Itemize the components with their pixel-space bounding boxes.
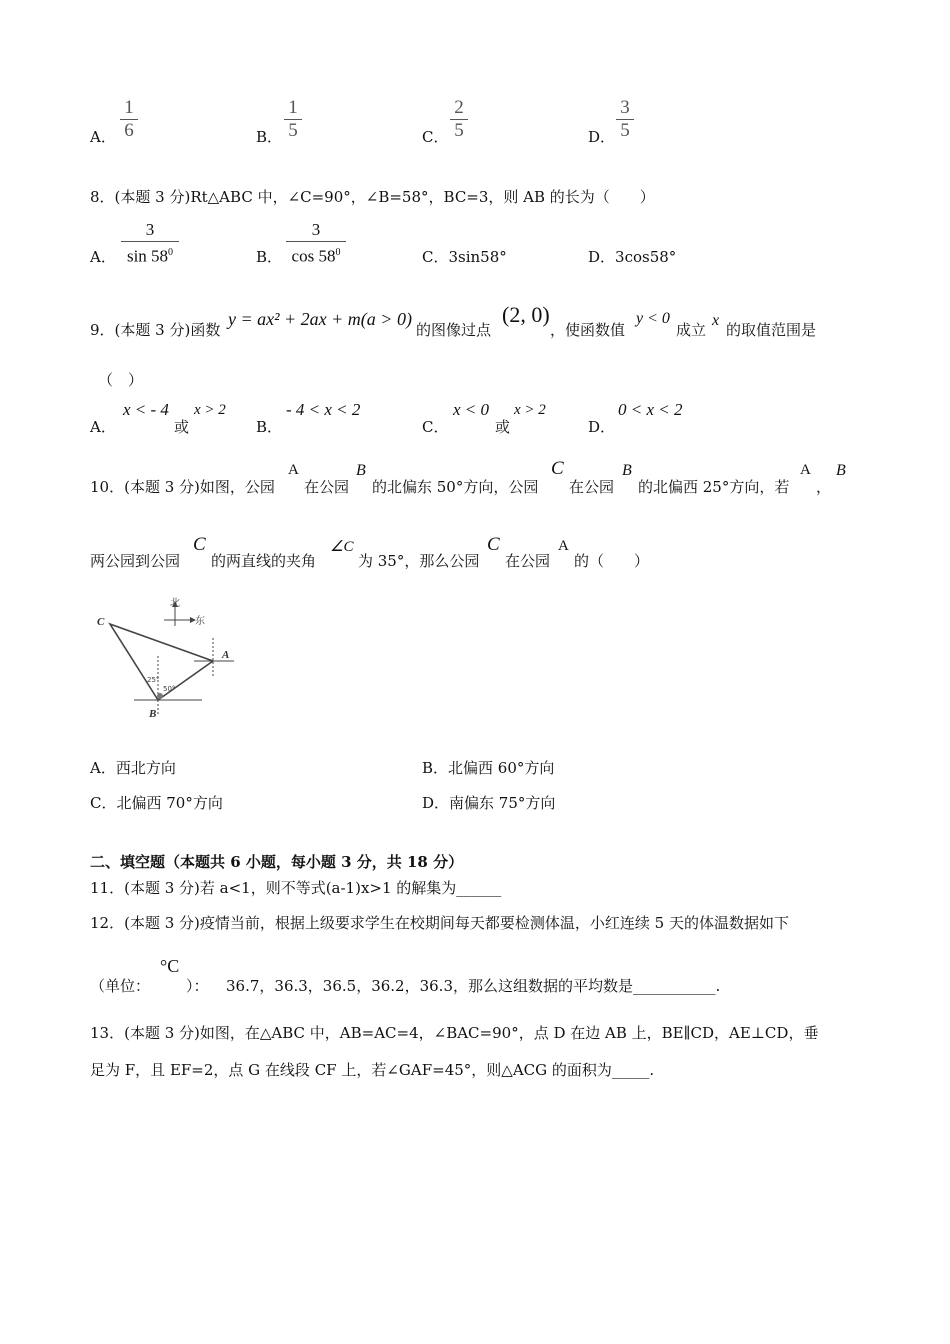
q10-line2-a1: A bbox=[558, 538, 569, 554]
q10-option-b bbox=[422, 757, 554, 778]
q7-option-a-fraction bbox=[120, 98, 138, 141]
q10-line1-a2: A bbox=[800, 462, 811, 478]
q10-option-a-text: 西北方向 bbox=[115, 759, 176, 777]
q9-option-a-part2: x > 2 bbox=[194, 402, 226, 418]
q8-option-b-label: B． bbox=[256, 248, 283, 266]
q10-line2-t2: 的两直线的夹角 bbox=[211, 552, 317, 570]
q8-option-a-fraction bbox=[121, 220, 179, 267]
q10-line1-b2: B bbox=[622, 462, 632, 479]
q7-option-d-num: 3 bbox=[620, 97, 630, 118]
q10-option-d-label: D． bbox=[422, 794, 450, 812]
q12-line1: 12．(本题 3 分)疫情当前，根据上级要求学生在校期间每天都要检测体温，小红连续 5 天的体温数据如下 bbox=[90, 914, 789, 932]
q10-option-d-text: 南偏东 75°方向 bbox=[449, 794, 556, 812]
q10-figure bbox=[94, 596, 244, 722]
q9-point: (2, 0) bbox=[502, 302, 550, 327]
q8-option-c bbox=[422, 246, 507, 267]
q10-line2-t3: 为 35°，那么公园 bbox=[358, 552, 480, 570]
q8-option-a-label: A． bbox=[90, 248, 116, 266]
q9-option-c-part1: x < 0 bbox=[453, 400, 490, 419]
q10-line2-c2: C bbox=[487, 534, 500, 555]
q7-option-d-den: 5 bbox=[620, 120, 630, 141]
figure-north-label: 北 bbox=[170, 598, 180, 609]
q7-option-c-num: 2 bbox=[454, 97, 464, 118]
q7-option-b-num: 1 bbox=[288, 97, 298, 118]
figure-east-label: 东 bbox=[195, 616, 205, 627]
q10-line1-c1: C bbox=[551, 458, 564, 479]
q8-stem: 8．(本题 3 分)Rt△ABC 中，∠C=90°，∠B=58°，BC=3，则 AB 的长为（ ） bbox=[90, 188, 655, 206]
q10-option-c-text: 北偏西 70°方向 bbox=[116, 794, 223, 812]
q9-cond: y < 0 bbox=[636, 310, 670, 327]
q9-option-a-label: A． bbox=[90, 418, 116, 436]
q9-formula: y = ax² + 2ax + m(a > 0) bbox=[228, 309, 412, 329]
q10-line1-t2: 在公园 bbox=[304, 478, 350, 496]
q7-option-b-label: B． bbox=[256, 128, 283, 146]
q7-option-b-fraction bbox=[284, 98, 302, 141]
q11-text: 11．(本题 3 分)若 a<1，则不等式(a-1)x>1 的解集为______ bbox=[90, 879, 502, 897]
q8-option-c-label: C． bbox=[422, 248, 449, 266]
q9-paren: （ ） bbox=[98, 371, 144, 389]
q7-option-a-den: 6 bbox=[124, 120, 134, 141]
q9-option-d-part1: 0 < x < 2 bbox=[618, 400, 683, 419]
q9-option-a-part1: x < - 4 bbox=[123, 400, 169, 419]
q12-unit-open: （单位： bbox=[90, 977, 151, 995]
q10-option-a-label: A． bbox=[90, 759, 116, 777]
angle-mark-b bbox=[157, 693, 163, 699]
q10-line1-b3: B bbox=[836, 462, 846, 479]
figure-angle-50: 50° bbox=[163, 685, 176, 693]
q10-line2-t5: 的（ ） bbox=[574, 552, 650, 570]
q8-option-b-fraction bbox=[286, 220, 346, 267]
figure-label-c: C bbox=[97, 616, 105, 628]
q12-unit: °C bbox=[160, 956, 180, 976]
q10-option-b-label: B． bbox=[422, 759, 449, 777]
q8-option-c-text: 3sin58° bbox=[448, 248, 507, 266]
q7-option-d-fraction bbox=[616, 98, 634, 141]
q10-line2-angle: ∠C bbox=[330, 539, 354, 555]
figure-angle-25: 25° bbox=[147, 676, 160, 684]
q10-line1-t5: 的北偏西 25°方向，若 bbox=[638, 478, 790, 496]
q10-line1-t1: 10．(本题 3 分)如图，公园 bbox=[90, 478, 275, 496]
q9-option-b-part1: - 4 < x < 2 bbox=[286, 400, 361, 419]
q9-option-d-label: D． bbox=[588, 418, 616, 436]
q12-data: 36.7，36.3，36.5，36.2，36.3，那么这组数据的平均数是___________. bbox=[226, 977, 721, 995]
q10-line1-a1: A bbox=[288, 462, 299, 478]
q7-option-a-num: 1 bbox=[124, 97, 134, 118]
q8-option-a-sup: 0 bbox=[168, 247, 174, 258]
q10-line2-c1: C bbox=[193, 534, 206, 555]
q10-option-a bbox=[90, 757, 176, 778]
q8-option-d bbox=[588, 246, 676, 267]
q9-var: x bbox=[712, 312, 720, 329]
figure-label-a: A bbox=[222, 649, 230, 661]
q7-option-c-fraction bbox=[450, 98, 468, 141]
q9-mid3: 成立 bbox=[676, 321, 707, 339]
q9-option-b-label: B． bbox=[256, 418, 283, 436]
q9-mid2: ，使函数值 bbox=[550, 321, 626, 339]
q8-option-a-den: sin 58 bbox=[126, 246, 169, 266]
q8-option-b-sup: 0 bbox=[335, 247, 341, 258]
q10-line1-t3: 的北偏东 50°方向，公园 bbox=[372, 478, 539, 496]
triangle-abc bbox=[110, 624, 213, 700]
q7-option-b-den: 5 bbox=[288, 120, 298, 141]
q9-option-c-or: 或 bbox=[495, 418, 511, 436]
q13-line1: 13．(本题 3 分)如图，在△ABC 中，AB=AC=4，∠BAC=90°，点 D 在边 AB 上，BE∥CD，AE⊥CD，垂 bbox=[90, 1024, 819, 1042]
q9-mid1: 的图像过点 bbox=[416, 321, 492, 339]
q10-line2-t1: 两公园到公园 bbox=[90, 552, 181, 570]
q8-option-d-text: 3cos58° bbox=[615, 248, 677, 266]
q9-option-c-part2: x > 2 bbox=[514, 402, 546, 418]
q7-option-d-label: D． bbox=[588, 128, 616, 146]
q10-line1-comma: ， bbox=[816, 478, 832, 496]
q10-option-b-text: 北偏西 60°方向 bbox=[448, 759, 555, 777]
q9-suffix: 的取值范围是 bbox=[726, 321, 817, 339]
q10-option-d bbox=[422, 792, 555, 813]
q8-option-b-den: cos 58 bbox=[291, 246, 336, 266]
section-2-title: 二、填空题（本题共 6 小题，每小题 3 分，共 18 分） bbox=[90, 853, 464, 871]
q10-option-c bbox=[90, 792, 223, 813]
q7-option-c-den: 5 bbox=[454, 120, 464, 141]
q9-prefix: 9．(本题 3 分)函数 bbox=[90, 321, 221, 339]
q9-option-c-label: C． bbox=[422, 418, 449, 436]
q7-option-a-label: A． bbox=[90, 128, 116, 146]
q10-line2-t4: 在公园 bbox=[505, 552, 551, 570]
figure-label-b: B bbox=[149, 708, 157, 720]
q10-line1-b1: B bbox=[356, 462, 366, 479]
q12-unit-close: ）： bbox=[186, 977, 209, 995]
q13-line2: 足为 F，且 EF=2，点 G 在线段 CF 上，若∠GAF=45°，则△ACG 的面积为_____. bbox=[90, 1061, 655, 1079]
q8-option-b-num: 3 bbox=[311, 220, 321, 239]
q7-option-c-label: C． bbox=[422, 128, 449, 146]
q8-option-d-label: D． bbox=[588, 248, 616, 266]
q10-option-c-label: C． bbox=[90, 794, 117, 812]
compass-icon bbox=[164, 601, 196, 626]
q8-option-a-num: 3 bbox=[145, 220, 155, 239]
q9-option-a-or: 或 bbox=[174, 418, 190, 436]
q10-line1-t4: 在公园 bbox=[569, 478, 615, 496]
